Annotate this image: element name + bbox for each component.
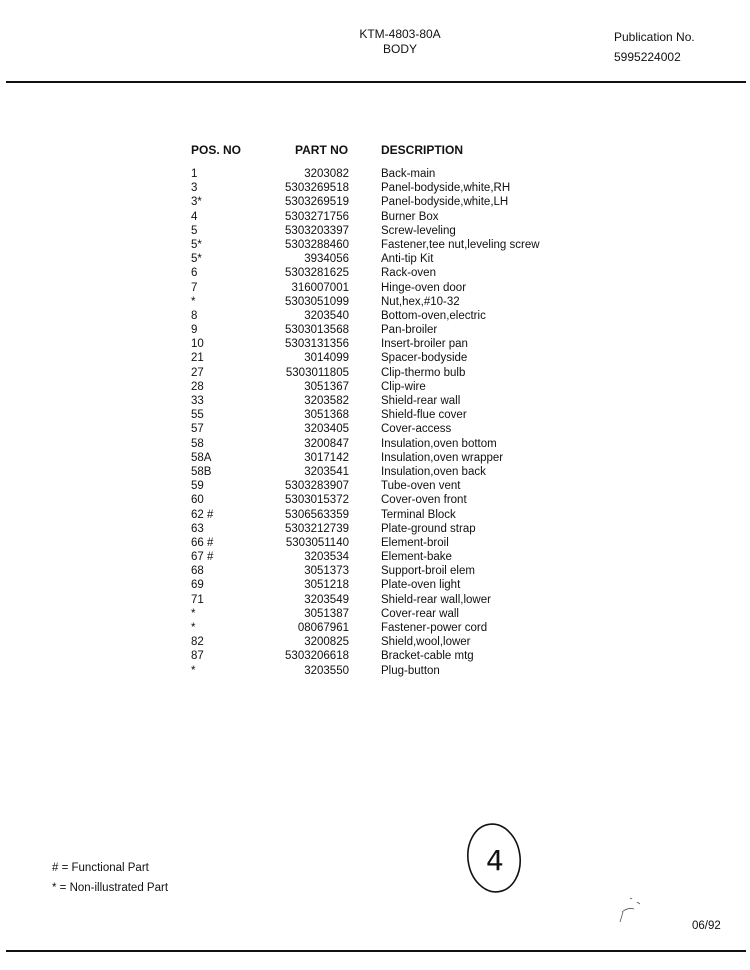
description-cell: Terminal Block	[381, 508, 456, 521]
description-cell: Panel-bodyside,white,LH	[381, 196, 509, 209]
pos-no-cell: 3*	[191, 196, 202, 209]
revision-date: 06/92	[692, 920, 721, 932]
description-cell: Nut,hex,#10-32	[381, 295, 460, 308]
description-cell: Plug-button	[381, 664, 440, 677]
description-cell: Insulation,oven back	[381, 465, 486, 478]
part-no-cell: 5303011805	[285, 366, 349, 379]
part-no-cell: 5306563359	[285, 508, 349, 521]
pos-no-cell: 57	[191, 423, 204, 436]
part-no-cell: 3203550	[304, 664, 349, 677]
pos-no-cell: 67 #	[191, 551, 214, 564]
description-cell: Fastener-power cord	[381, 622, 488, 634]
pos-no-cell: 21	[191, 352, 204, 365]
description-cell: Bracket-cable mtg	[381, 650, 474, 663]
pos-no-cell: 4	[191, 210, 198, 223]
part-no-cell: 3203541	[304, 465, 349, 478]
description-cell: Bottom-oven,electric	[381, 309, 486, 322]
model-number: KTM-4803-80A	[359, 27, 441, 41]
description-cell: Clip-thermo bulb	[381, 366, 466, 379]
description-cell: Burner Box	[381, 210, 439, 223]
pos-no-cell: 8	[191, 309, 198, 322]
description-cell: Element-broil	[381, 536, 449, 549]
description-cell: Tube-oven vent	[381, 480, 461, 493]
pos-no-cell: 82	[191, 636, 204, 649]
description-cell: Panel-bodyside,white,RH	[381, 182, 511, 195]
pos-no-cell: 58	[191, 437, 204, 450]
pos-no-cell: 68	[191, 565, 204, 578]
pos-no-cell: 28	[191, 380, 204, 393]
footer-divider	[6, 950, 746, 952]
pos-no-cell: 5*	[191, 253, 202, 266]
pos-no-cell: 33	[191, 395, 204, 407]
part-no-cell: 5303051099	[285, 295, 349, 308]
description-cell: Shield,wool,lower	[381, 636, 471, 649]
description-cell: Insulation,oven wrapper	[381, 451, 504, 464]
part-no-cell: 08067961	[297, 622, 349, 634]
pos-no-cell: 63	[191, 522, 204, 535]
part-no-cell: 3051373	[304, 565, 349, 578]
description-cell: Insert-broiler pan	[381, 338, 468, 351]
part-no-cell: 5303281625	[285, 267, 349, 280]
pos-no-cell: 60	[191, 494, 204, 507]
pos-no-cell: 58B	[191, 465, 212, 478]
part-no-cell: 3934056	[304, 253, 349, 266]
part-no-cell: 3051218	[304, 579, 349, 592]
section-title: BODY	[382, 42, 417, 56]
pos-no-cell: *	[191, 295, 196, 308]
pos-no-cell: *	[191, 607, 196, 620]
part-no-cell: 3203082	[304, 168, 349, 180]
part-no-cell: 3203582	[304, 395, 349, 407]
pos-no-cell: 10	[191, 338, 204, 351]
legend-functional: # = Functional Part	[52, 862, 149, 874]
part-no-cell: 3014099	[304, 352, 349, 365]
description-cell: Spacer-bodyside	[381, 352, 468, 365]
description-cell: Shield-rear wall	[381, 395, 461, 407]
column-header-description: DESCRIPTION	[381, 143, 464, 157]
part-no-cell: 5303271756	[285, 210, 349, 223]
description-cell: Plate-ground strap	[381, 522, 476, 535]
pos-no-cell: *	[191, 622, 196, 634]
part-no-cell: 3203405	[304, 423, 349, 436]
description-cell: Shield-rear wall,lower	[381, 593, 491, 606]
pos-no-cell: 5	[191, 224, 198, 237]
part-no-cell: 3051387	[304, 607, 349, 620]
part-no-cell: 316007001	[291, 281, 349, 294]
pos-no-cell: 7	[191, 281, 198, 294]
description-cell: Shield-flue cover	[381, 409, 467, 422]
column-header-part: PART NO	[295, 143, 349, 157]
part-no-cell: 5303212739	[285, 522, 349, 535]
description-cell: Pan-broiler	[381, 324, 438, 337]
part-no-cell: 3051368	[304, 409, 349, 422]
description-cell: Cover-rear wall	[381, 607, 459, 620]
pos-no-cell: 6	[191, 267, 198, 280]
pos-no-cell: 27	[191, 366, 204, 379]
document-header	[330, 27, 470, 57]
description-cell: Hinge-oven door	[381, 281, 467, 294]
publication-label: Publication No.	[614, 30, 695, 44]
part-no-cell: 5303288460	[285, 238, 349, 251]
description-cell: Cover-access	[381, 423, 452, 436]
legend-non-illustrated: * = Non-illustrated Part	[52, 882, 169, 894]
pos-no-cell: 59	[191, 480, 204, 493]
part-no-cell: 5303269519	[285, 196, 349, 209]
part-no-cell: 5303283907	[285, 480, 349, 493]
handwritten-circle-mark	[462, 818, 532, 898]
pos-no-cell: 1	[191, 168, 198, 180]
part-no-cell: 5303013568	[285, 324, 349, 337]
pos-no-cell: 62 #	[191, 508, 214, 521]
description-cell: Element-bake	[381, 551, 452, 564]
pos-no-cell: *	[191, 664, 196, 677]
part-no-cell: 3203534	[304, 551, 349, 564]
part-no-cell: 5303269518	[285, 182, 349, 195]
part-no-cell: 5303131356	[285, 338, 349, 351]
publication-block	[614, 27, 695, 67]
description-cell: Plate-oven light	[381, 579, 461, 592]
part-no-cell: 5303015372	[285, 494, 349, 507]
pos-no-cell: 66 #	[191, 536, 214, 549]
pos-no-cell: 71	[191, 593, 204, 606]
pos-no-cell: 87	[191, 650, 204, 663]
part-no-cell: 3051367	[304, 380, 349, 393]
part-no-cell: 3200825	[304, 636, 349, 649]
part-no-cell: 5303051140	[285, 536, 349, 549]
description-cell: Rack-oven	[381, 267, 436, 280]
part-no-cell: 5303206618	[285, 650, 349, 663]
description-cell: Anti-tip Kit	[381, 253, 434, 266]
part-no-cell: 3203549	[304, 593, 349, 606]
part-no-cell: 5303203397	[285, 224, 349, 237]
pos-no-cell: 58A	[191, 451, 212, 464]
description-cell: Cover-oven front	[381, 494, 467, 507]
part-no-cell: 3203540	[304, 309, 349, 322]
pos-no-cell: 55	[191, 409, 204, 422]
header-divider	[6, 81, 746, 83]
pos-no-cell: 9	[191, 324, 198, 337]
publication-number: 5995224002	[614, 50, 681, 64]
description-cell: Fastener,tee nut,leveling screw	[381, 238, 540, 251]
legend	[52, 858, 168, 898]
description-cell: Insulation,oven bottom	[381, 437, 497, 450]
description-cell: Screw-leveling	[381, 224, 456, 237]
description-cell: Support-broil elem	[381, 565, 475, 578]
description-cell: Back-main	[381, 168, 436, 180]
pos-no-cell: 69	[191, 579, 204, 592]
pos-no-cell: 3	[191, 182, 198, 195]
description-cell: Clip-wire	[381, 380, 426, 393]
pencil-mark	[612, 890, 652, 930]
part-no-cell: 3200847	[304, 437, 349, 450]
handwritten-number: 4	[486, 844, 504, 877]
column-header-pos: POS. NO	[191, 143, 242, 157]
part-no-cell: 3017142	[304, 451, 349, 464]
pos-no-cell: 5*	[191, 238, 202, 251]
